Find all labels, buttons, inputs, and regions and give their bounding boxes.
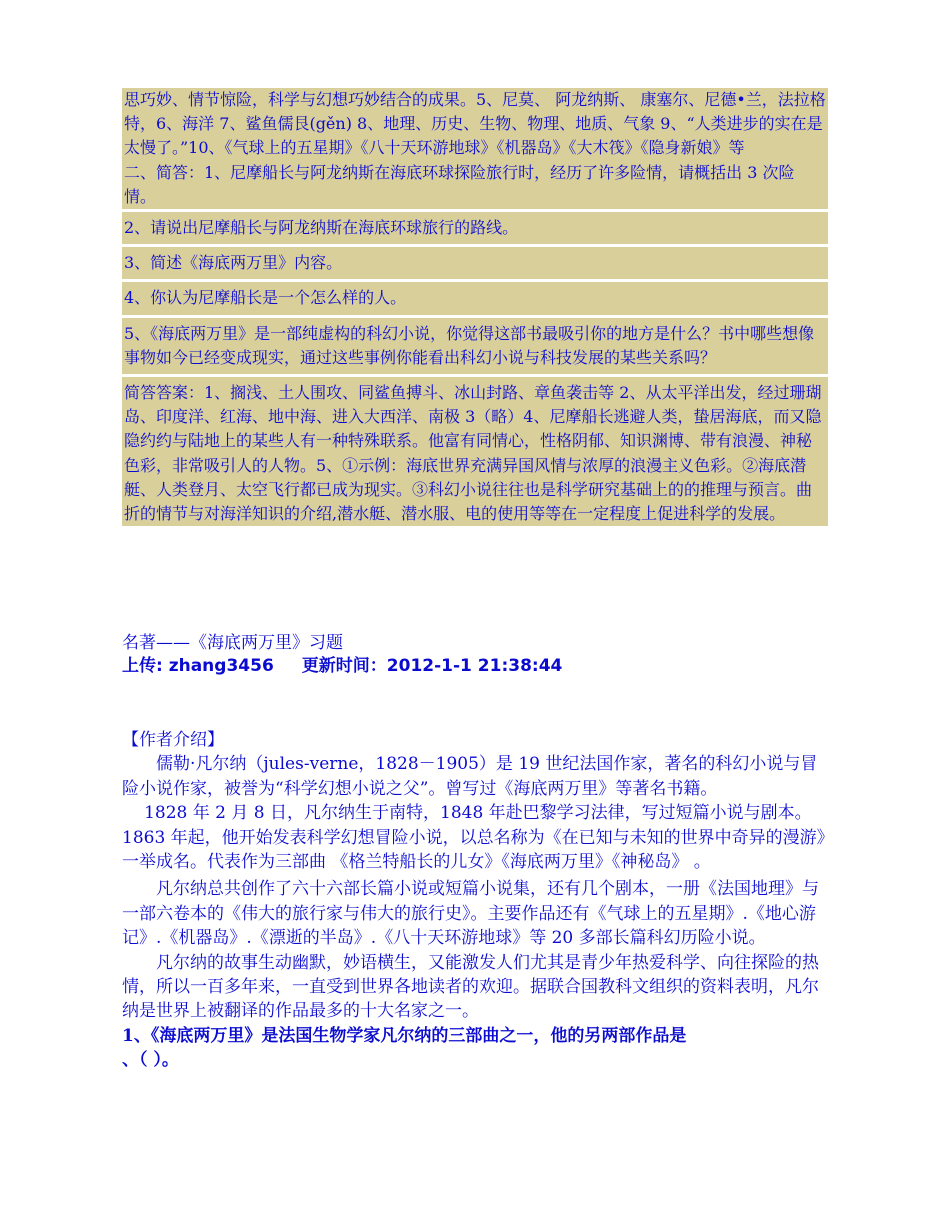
upload-meta xyxy=(122,655,842,678)
document-header xyxy=(122,632,842,678)
paragraph-1: 儒勒·凡尔纳（jules-verne，1828－1905）是 19 世纪法国作家，著名的科幻小说与冒险小说作家，被誉为“科学幻想小说之父”。曾写过《海底两万里》等著名书籍。 xyxy=(122,754,818,799)
document-title: 名著——《海底两万里》习题 xyxy=(122,633,343,653)
paragraph-3: 凡尔纳总共创作了六十六部长篇小说或短篇小说集，还有几个剧本，一册《法国地理》与一部六卷本的《伟大的旅行家与伟大的旅行史》。主要作品还有《气球上的五星期》.《地心游记》.《机器岛》.《漂逝的半岛》.《八十天环游地球》等 20 多部长篇科幻历险小说。 xyxy=(122,879,819,949)
question-2: 2、请说出尼摩船长与阿龙纳斯在海底环球旅行的路线。 xyxy=(122,209,828,244)
exercise-question-1-blank: 、（ ）。 xyxy=(122,1050,179,1071)
exercise-question-1: 1、《海底两万里》是法国生物学家凡尔纳的三部曲之一，他的另两部作品是 xyxy=(122,1025,687,1046)
qa-highlighted-section xyxy=(122,88,828,526)
short-question-header: 二、简答：1、尼摩船长与阿龙纳斯在海底环球探险旅行时，经历了许多险情，请概括出 3 次险情。 xyxy=(122,161,828,209)
update-time: 更新时间：2012-1-1 21:38:44 xyxy=(301,656,563,676)
section-title: 【作者介绍】 xyxy=(122,730,224,750)
question-3: 3、简述《海底两万里》内容。 xyxy=(122,244,828,279)
author-intro-article xyxy=(122,728,832,1073)
uploader: 上传: zhang3456 xyxy=(122,656,274,676)
answers-part1: 思巧妙、情节惊险，科学与幻想巧妙结合的成果。5、尼莫、 阿龙纳斯、 康塞尔、尼德•兰，法拉格特，6、海洋 7、鲨鱼儒艮(gěn) 8、地理、历史、生物、物理、地质、气象 9、“人类进步的实在是太慢了。”10、《气球上的五星期》《八十天环游地球》《机器岛》《大木筏》《隐身新娘》等 xyxy=(122,88,828,161)
question-5: 5、《海底两万里》是一部纯虚构的科幻小说，你觉得这部书最吸引你的地方是什么？书中哪些想像事物如今已经变成现实，通过这些事例你能看出科幻小说与科技发展的某些关系吗？ xyxy=(122,315,828,374)
paragraph-4: 凡尔纳的故事生动幽默，妙语横生，又能激发人们尤其是青少年热爱科学、向往探险的热情，所以一百多年来，一直受到世界各地读者的欢迎。据联合国教科文组织的资料表明，凡尔纳是世界上被翻译的作品最多的十大名家之一。 xyxy=(122,952,819,1022)
question-4: 4、你认为尼摩船长是一个怎么样的人。 xyxy=(122,279,828,314)
answers-part2: 简答答案：1、搁浅、土人围攻、同鲨鱼搏斗、冰山封路、章鱼袭击等 2、从太平洋出发，经过珊瑚岛、印度洋、红海、地中海、进入大西洋、南极 3（略）4、尼摩船长逃避人类，蛰居海底，而又隐隐约约与陆地上的某些人有一种特殊联系。他富有同情心，性格阴郁、知识渊博、带有浪漫、神秘色彩，非常吸引人的人物。5、①示例：海底世界充满异国风情与浓厚的浪漫主义色彩。②海底潜艇、人类登月、太空飞行都已成为现实。③科幻小说往往也是科学研究基础上的的推理与预言。曲折的情节与对海洋知识的介绍,潜水艇、潜水服、电的使用等等在一定程度上促进科学的发展。 xyxy=(122,374,828,526)
paragraph-2: 1828 年 2 月 8 日，凡尔纳生于南特，1848 年赴巴黎学习法律，写过短篇小说与剧本。1863 年起，他开始发表科学幻想冒险小说，以总名称为《在已知与未知的世界中奇异的漫游》一举成名。代表作为三部曲 《格兰特船长的儿女》《海底两万里》《神秘岛》 。 xyxy=(122,803,826,873)
